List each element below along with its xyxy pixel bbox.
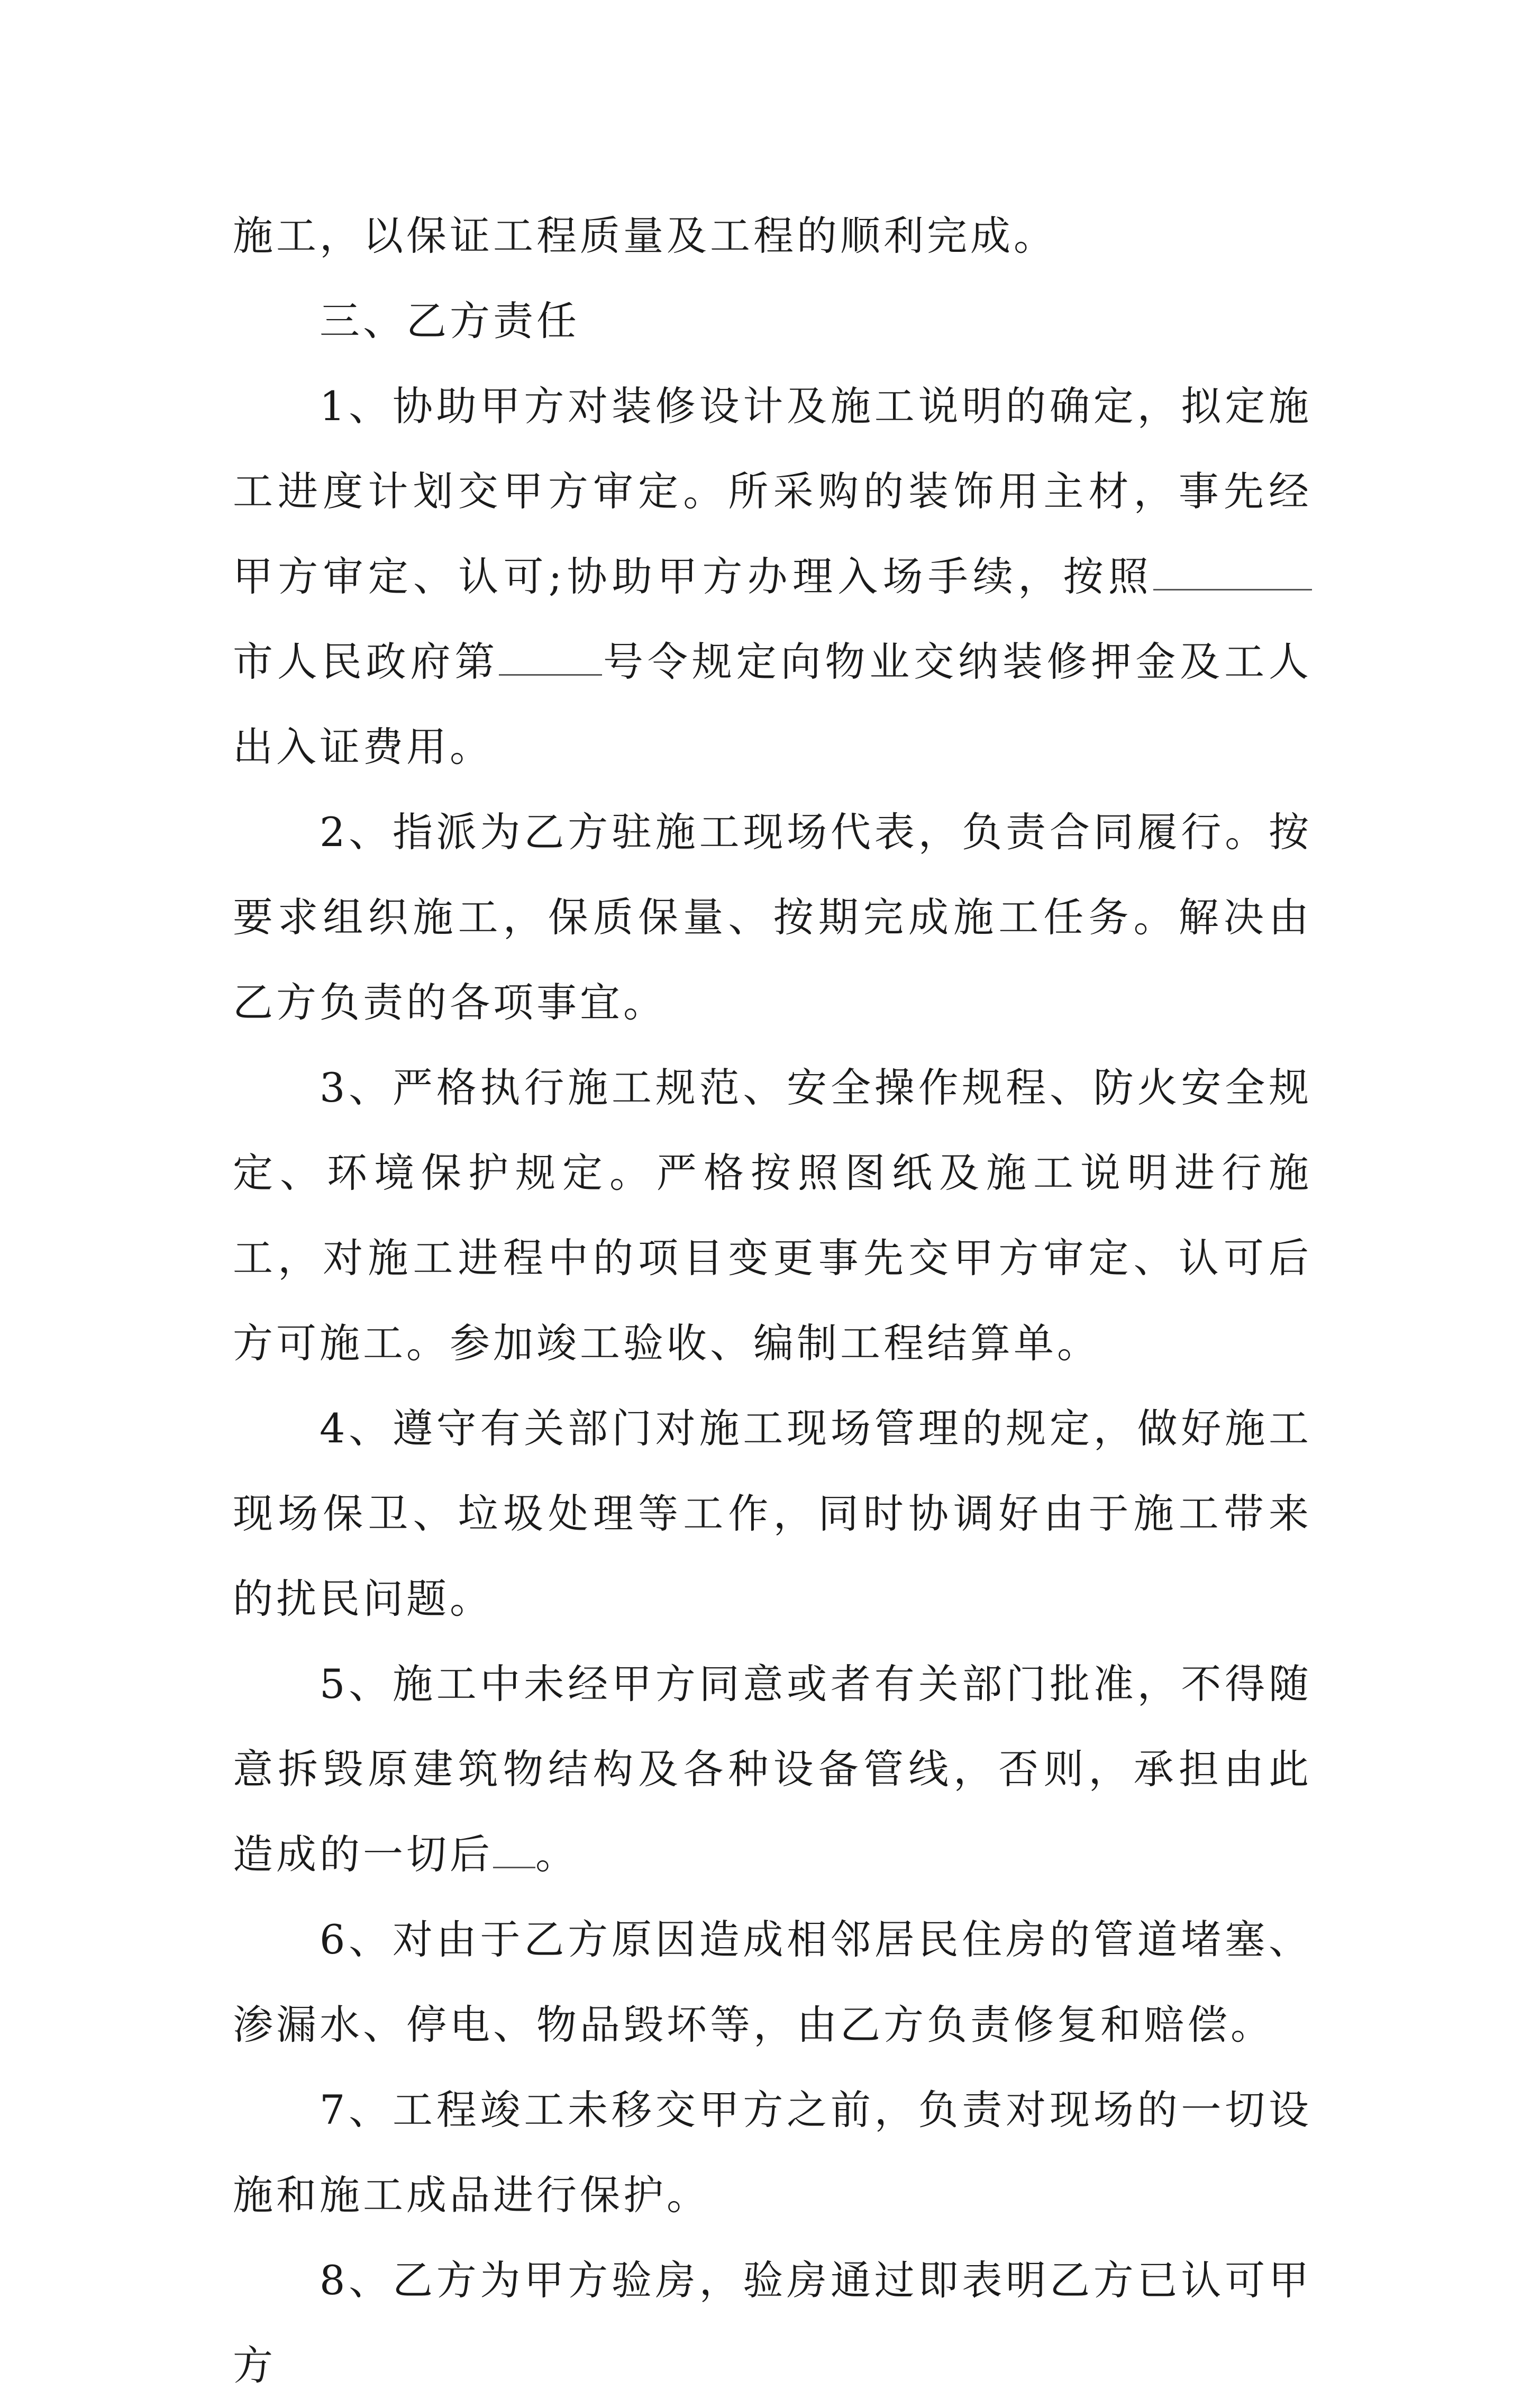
clause-5-text-a: 5、施工中未经甲方同意或者有关部门批准，不得随意拆毁原建筑物结构及各种设备管线，否则，承担由此造成的一切后 [233,1660,1312,1878]
clause-4: 4、遵守有关部门对施工现场管理的规定，做好施工现场保卫、垃圾处理等工作，同时协调好由于施工带来的扰民问题。 [233,1405,1312,1622]
clause-1 [233,364,1312,789]
blank-order-number [499,638,602,676]
section-heading: 三、乙方责任 [320,297,580,344]
clause-8: 8、乙方为甲方验房，验房通过即表明乙方已认可甲方 [233,2257,1312,2389]
clause-5 [233,1641,1312,1897]
clause-7: 7、工程竣工未移交甲方之前，负责对现场的一切设施和施工成品进行保护。 [233,2086,1312,2219]
clause-3: 3、严格执行施工规范、安全操作规程、防火安全规定、环境保护规定。严格按照图纸及施工说明进行施工，对施工进程中的项目变更事先交甲方审定、认可后方可施工。参加竣工验收、编制工程结算单。 [233,1064,1312,1367]
contract-text [233,193,1312,2408]
clause-2: 2、指派为乙方驻施工现场代表，负责合同履行。按要求组织施工，保质保量、按期完成施工任务。解决由乙方负责的各项事宜。 [233,808,1312,1026]
clause-1-text-c: 号令规定向物业交纳装修押金及工人出入证费用。 [233,638,1313,770]
clause-1-text-b: 市人民政府第 [233,638,499,685]
clause-6: 6、对由于乙方原因造成相邻居民住房的管道堵塞、渗漏水、停电、物品毁坏等，由乙方负责修复和赔偿。 [233,1916,1312,2048]
blank-consequence [493,1831,535,1868]
clause-5-text-b: 。 [535,1831,579,1878]
paragraph-continuation: 施工，以保证工程质量及工程的顺利完成。 [233,212,1057,259]
blank-city [1153,553,1312,590]
clause-1-text-a: 1、协助甲方对装修设计及施工说明的确定，拟定施工进度计划交甲方审定。所采购的装饰用主材，事先经甲方审定、认可;协助甲方办理入场手续，按照 [233,383,1312,600]
